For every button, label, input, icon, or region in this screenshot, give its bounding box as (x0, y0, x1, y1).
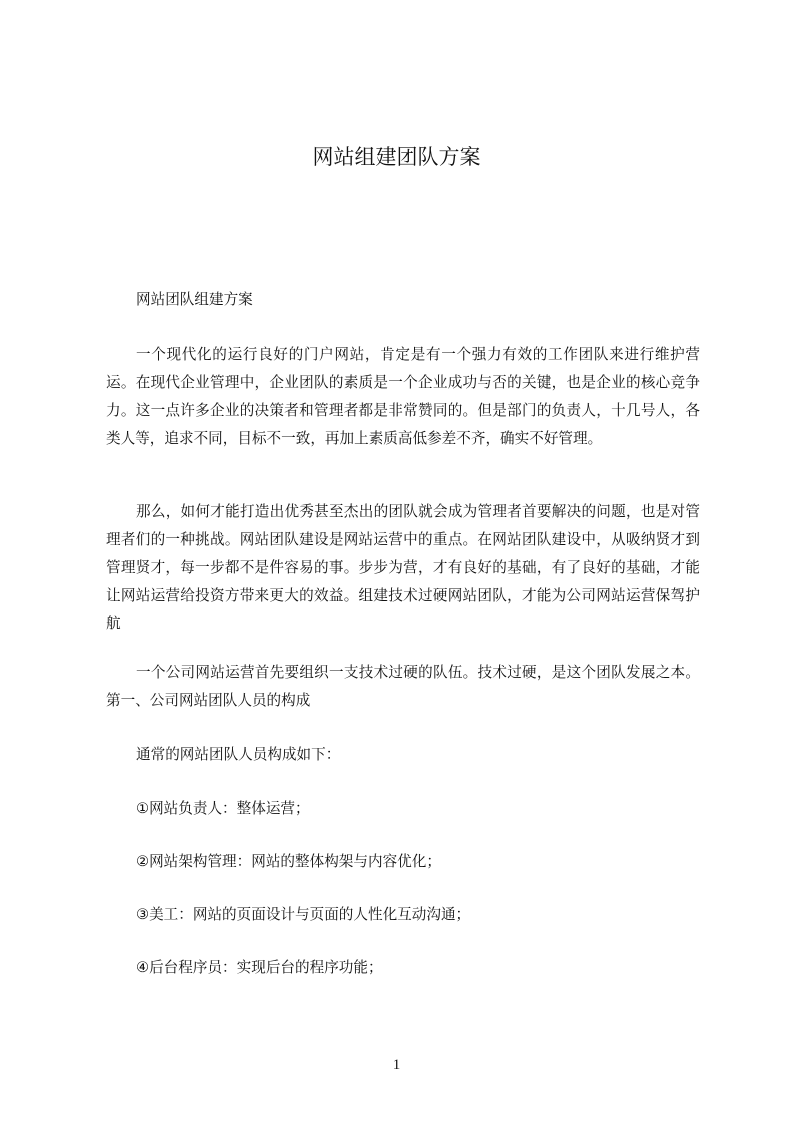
page-number: 1 (392, 1057, 401, 1073)
list-item-architecture: ②网站架构管理：网站的整体构架与内容优化； (136, 853, 441, 870)
list-item-site-manager: ①网站负责人：整体运营； (136, 800, 310, 817)
paragraph-team-composition: 通常的网站团队人员构成如下： (136, 746, 341, 763)
paragraph-challenge: 那么，如何才能打造出优秀甚至杰出的团队就会成为管理者首要解决的问题，也是对管理者们的一种挑战。网站团队建设是网站运营中的重点。在网站团队建设中，从吸纳贤才到管理贤才，每一步都不是件容易的事。步步为营，才有良好的基础，有了良好的基础，才能让网站运营给投资方带来更大的效益。组建技术过硬网站团队，才能为公司网站运营保驾护航 (106, 503, 700, 632)
paragraph-team-foundation: 一个公司网站运营首先要组织一支技术过硬的队伍。技术过硬，是这个团队发展之本。第一、公司网站团队人员的构成 (106, 664, 700, 709)
paragraph-intro: 一个现代化的运行良好的门户网站，肯定是有一个强力有效的工作团队来进行维护营运。在现代企业管理中，企业团队的素质是一个企业成功与否的关键，也是企业的核心竞争力。这一点许多企业的决策者和管理者都是非常赞同的。但是部门的负责人，十几号人，各类人等，追求不同，目标不一致，再加上素质高低参差不齐，确实不好管理。 (106, 346, 700, 447)
document-title: 网站组建团队方案 (312, 145, 481, 169)
section-heading: 网站团队组建方案 (136, 291, 253, 308)
list-item-backend: ④后台程序员：实现后台的程序功能； (136, 959, 383, 976)
list-item-designer: ③美工：网站的页面设计与页面的人性化互动沟通； (136, 906, 471, 923)
